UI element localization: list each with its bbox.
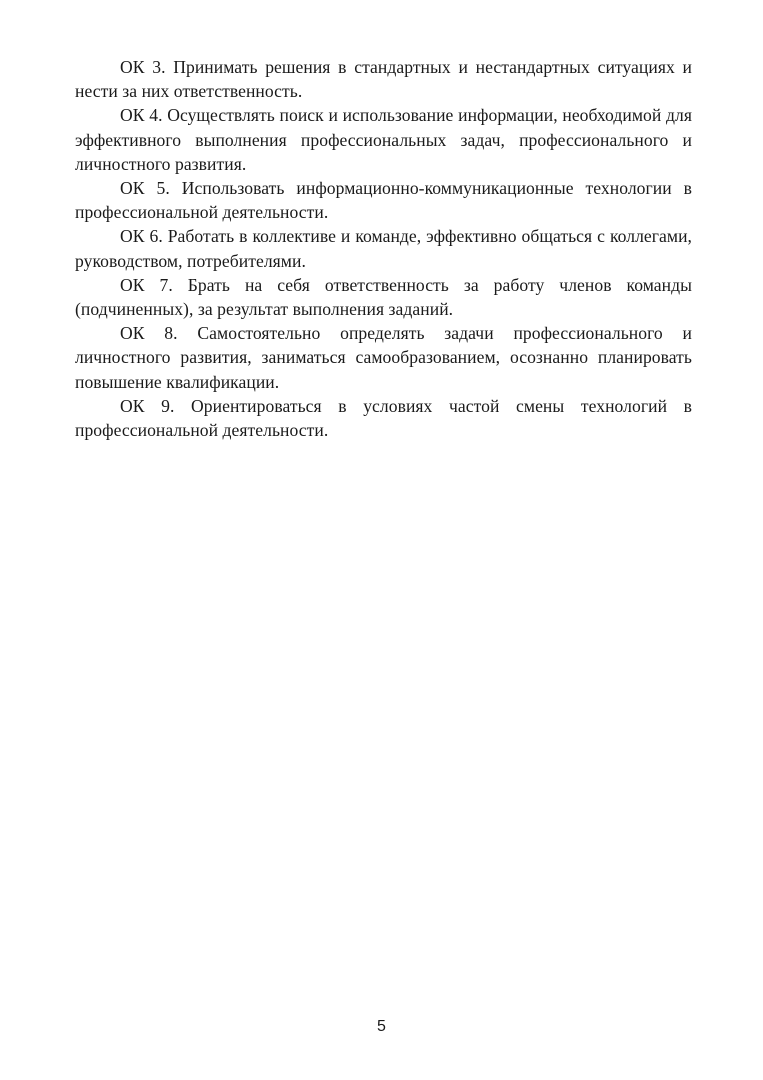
document-body: [75, 55, 692, 442]
paragraph-ok7: ОК 7. Брать на себя ответственность за работу членов команды (подчиненных), за результат выполнения заданий.: [75, 274, 692, 320]
paragraph-ok8: ОК 8. Самостоятельно определять задачи профессионального и личностного развития, заниматься самообразованием, осознанно планировать повышение квалификации.: [75, 323, 692, 392]
paragraph-ok5: ОК 5. Использовать информационно-коммуникационные технологии в профессиональной деятельности.: [75, 178, 692, 223]
paragraph-ok9: ОК 9. Ориентироваться в условиях частой смены технологий в профессиональной деятельности.: [75, 395, 692, 441]
paragraph-ok4: ОК 4. Осуществлять поиск и использование информации, необходимой для эффективного выполнения профессиональных задач, профессионального и личностного развития.: [75, 105, 692, 174]
paragraph-ok3: ОК 3. Принимать решения в стандартных и нестандартных ситуациях и нести за них ответственность.: [75, 57, 692, 102]
paragraph-ok6: ОК 6. Работать в коллективе и команде, эффективно общаться с коллегами, руководством, потребителями.: [75, 226, 692, 271]
page-number: 5: [377, 1018, 386, 1035]
